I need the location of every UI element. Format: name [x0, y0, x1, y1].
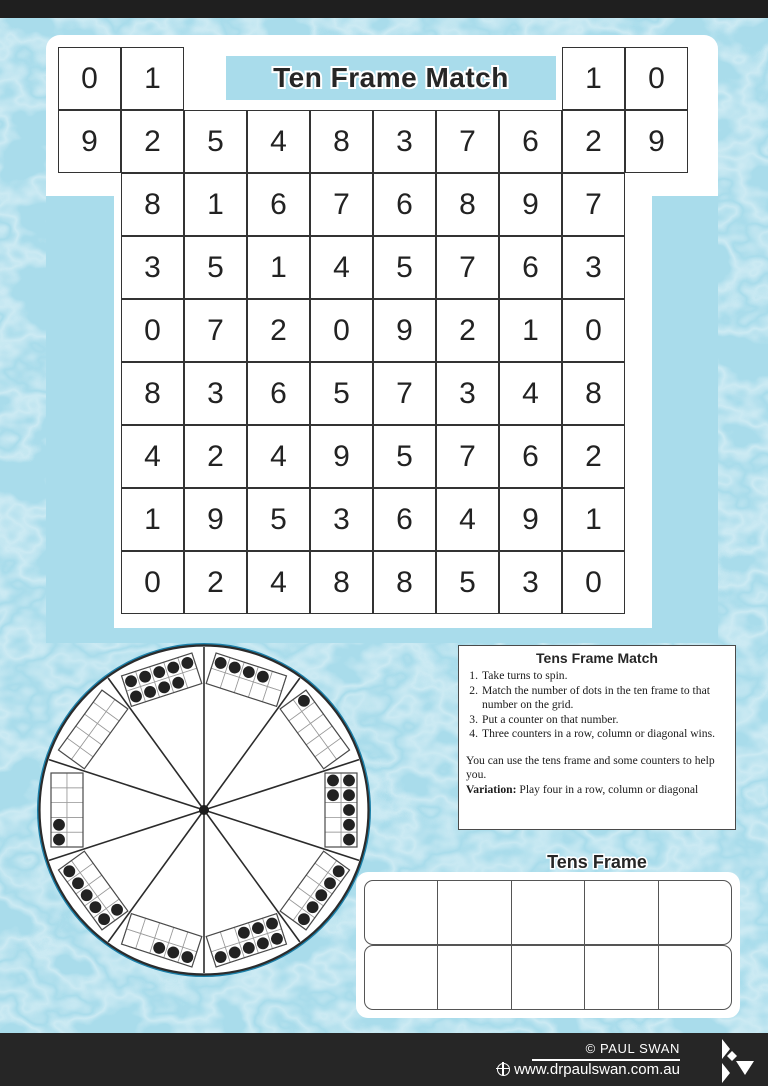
- grid-cell[interactable]: 0: [625, 47, 688, 110]
- grid-cell[interactable]: 8: [121, 173, 184, 236]
- instruction-step: [466, 713, 728, 727]
- grid-cell[interactable]: 8: [310, 110, 373, 173]
- grid-cell[interactable]: 6: [499, 236, 562, 299]
- step-number: 1.: [469, 669, 478, 683]
- grid-cell[interactable]: 4: [247, 551, 310, 614]
- grid-cell[interactable]: 1: [562, 47, 625, 110]
- instruction-step: [466, 727, 728, 741]
- grid-cell[interactable]: 8: [436, 173, 499, 236]
- spinner-segment: [51, 773, 83, 847]
- tens-frame-cell[interactable]: [438, 946, 511, 1009]
- grid-cell[interactable]: 4: [121, 425, 184, 488]
- spinner-segment: [325, 773, 357, 847]
- grid-cell[interactable]: 5: [184, 236, 247, 299]
- grid-cell[interactable]: 3: [184, 362, 247, 425]
- grid-cell[interactable]: 8: [310, 551, 373, 614]
- variation-label: Variation:: [466, 782, 517, 796]
- grid-cell[interactable]: 7: [436, 236, 499, 299]
- grid-cell[interactable]: 0: [562, 551, 625, 614]
- grid-cell[interactable]: 6: [373, 173, 436, 236]
- board-notch-right: [652, 196, 718, 643]
- grid-cell[interactable]: 9: [310, 425, 373, 488]
- grid-cell[interactable]: 5: [373, 425, 436, 488]
- grid-cell[interactable]: 6: [373, 488, 436, 551]
- ten-frame-spinner[interactable]: [34, 640, 374, 980]
- grid-cell[interactable]: 2: [562, 425, 625, 488]
- grid-cell[interactable]: 7: [184, 299, 247, 362]
- step-text: Take turns to spin.: [482, 669, 568, 683]
- grid-cell[interactable]: 7: [436, 425, 499, 488]
- grid-cell[interactable]: 7: [562, 173, 625, 236]
- grid-cell[interactable]: 9: [499, 173, 562, 236]
- grid-cell[interactable]: 4: [310, 236, 373, 299]
- variation-text: Play four in a row, column or diagonal: [516, 782, 699, 796]
- grid-cell[interactable]: 3: [436, 362, 499, 425]
- page-title: Ten Frame Match: [273, 62, 509, 93]
- grid-cell[interactable]: 1: [499, 299, 562, 362]
- spinner-face: [34, 640, 374, 980]
- grid-cell[interactable]: 9: [625, 110, 688, 173]
- grid-cell[interactable]: 0: [58, 47, 121, 110]
- grid-cell[interactable]: 7: [310, 173, 373, 236]
- grid-cell[interactable]: 7: [373, 362, 436, 425]
- grid-cell[interactable]: 3: [310, 488, 373, 551]
- step-number: 2.: [469, 683, 478, 697]
- grid-cell[interactable]: 6: [247, 173, 310, 236]
- grid-cell[interactable]: 2: [184, 551, 247, 614]
- grid-cell[interactable]: 5: [373, 236, 436, 299]
- tens-frame-grid[interactable]: [364, 880, 732, 1010]
- tens-frame-cell[interactable]: [512, 946, 585, 1009]
- tens-frame-row: [364, 945, 732, 1010]
- tens-frame-cell[interactable]: [512, 881, 585, 944]
- instructions-heading: Tens Frame Match: [536, 650, 658, 666]
- tens-frame-cell[interactable]: [365, 881, 438, 944]
- tens-frame-cell[interactable]: [365, 946, 438, 1009]
- grid-cell[interactable]: 5: [436, 551, 499, 614]
- grid-cell[interactable]: 2: [562, 110, 625, 173]
- grid-cell[interactable]: 9: [184, 488, 247, 551]
- tens-frame-title: Tens Frame: [547, 852, 647, 872]
- tens-frame-cell[interactable]: [659, 946, 731, 1009]
- grid-cell[interactable]: 3: [562, 236, 625, 299]
- instructions-note: You can use the tens frame and some counters to help you.: [466, 754, 715, 782]
- grid-cell[interactable]: 8: [373, 551, 436, 614]
- grid-cell[interactable]: 4: [247, 425, 310, 488]
- grid-cell[interactable]: 1: [247, 236, 310, 299]
- instruction-step: [466, 669, 728, 683]
- grid-cell[interactable]: 0: [310, 299, 373, 362]
- grid-cell[interactable]: 1: [121, 47, 184, 110]
- step-text: Match the number of dots in the ten frame to that number on the grid.: [482, 683, 710, 711]
- step-number: 4.: [469, 727, 478, 741]
- grid-cell[interactable]: 9: [373, 299, 436, 362]
- grid-cell[interactable]: 8: [121, 362, 184, 425]
- website-link[interactable]: [497, 1061, 680, 1078]
- grid-cell[interactable]: 0: [121, 551, 184, 614]
- grid-cell[interactable]: 2: [247, 299, 310, 362]
- step-text: Put a counter on that number.: [482, 712, 619, 726]
- tens-frame-cell[interactable]: [659, 881, 731, 944]
- grid-cell[interactable]: 4: [499, 362, 562, 425]
- instructions-variation: [466, 783, 728, 797]
- tens-frame-cell[interactable]: [438, 881, 511, 944]
- grid-cell[interactable]: 0: [121, 299, 184, 362]
- grid-cell[interactable]: 4: [436, 488, 499, 551]
- grid-cell[interactable]: 6: [499, 110, 562, 173]
- grid-cell[interactable]: 5: [247, 488, 310, 551]
- top-bar: [0, 0, 768, 18]
- grid-cell[interactable]: 3: [373, 110, 436, 173]
- globe-icon: [497, 1063, 510, 1076]
- grid-cell[interactable]: 2: [436, 299, 499, 362]
- grid-cell[interactable]: 2: [121, 110, 184, 173]
- grid-cell[interactable]: 5: [310, 362, 373, 425]
- grid-cell[interactable]: 1: [184, 173, 247, 236]
- instructions-list: [466, 669, 728, 741]
- grid-cell[interactable]: 0: [562, 299, 625, 362]
- grid-cell[interactable]: 6: [247, 362, 310, 425]
- grid-cell[interactable]: 9: [58, 110, 121, 173]
- copyright-text: © PAUL SWAN: [585, 1041, 680, 1056]
- grid-cell[interactable]: 3: [499, 551, 562, 614]
- board-notch-left: [46, 196, 114, 643]
- step-number: 3.: [469, 712, 478, 726]
- instructions-panel: [458, 645, 736, 830]
- footer: [0, 1033, 768, 1086]
- tens-frame-row: [364, 880, 732, 945]
- grid-cell[interactable]: 5: [184, 110, 247, 173]
- tens-frame-cell[interactable]: [585, 881, 658, 944]
- grid-cell[interactable]: 6: [499, 425, 562, 488]
- grid-cell[interactable]: 8: [562, 362, 625, 425]
- grid-cell[interactable]: 2: [184, 425, 247, 488]
- instruction-step: [466, 684, 728, 712]
- grid-cell[interactable]: 9: [499, 488, 562, 551]
- grid-cell[interactable]: 4: [247, 110, 310, 173]
- tens-frame-cell[interactable]: [585, 946, 658, 1009]
- grid-cell[interactable]: 1: [562, 488, 625, 551]
- grid-cell[interactable]: 1: [121, 488, 184, 551]
- publisher-logo-icon: [692, 1037, 754, 1083]
- grid-cell[interactable]: 7: [436, 110, 499, 173]
- grid-cell[interactable]: 3: [121, 236, 184, 299]
- step-text: Three counters in a row, column or diagonal wins.: [482, 727, 715, 741]
- website-url-text: www.drpaulswan.com.au: [514, 1061, 680, 1078]
